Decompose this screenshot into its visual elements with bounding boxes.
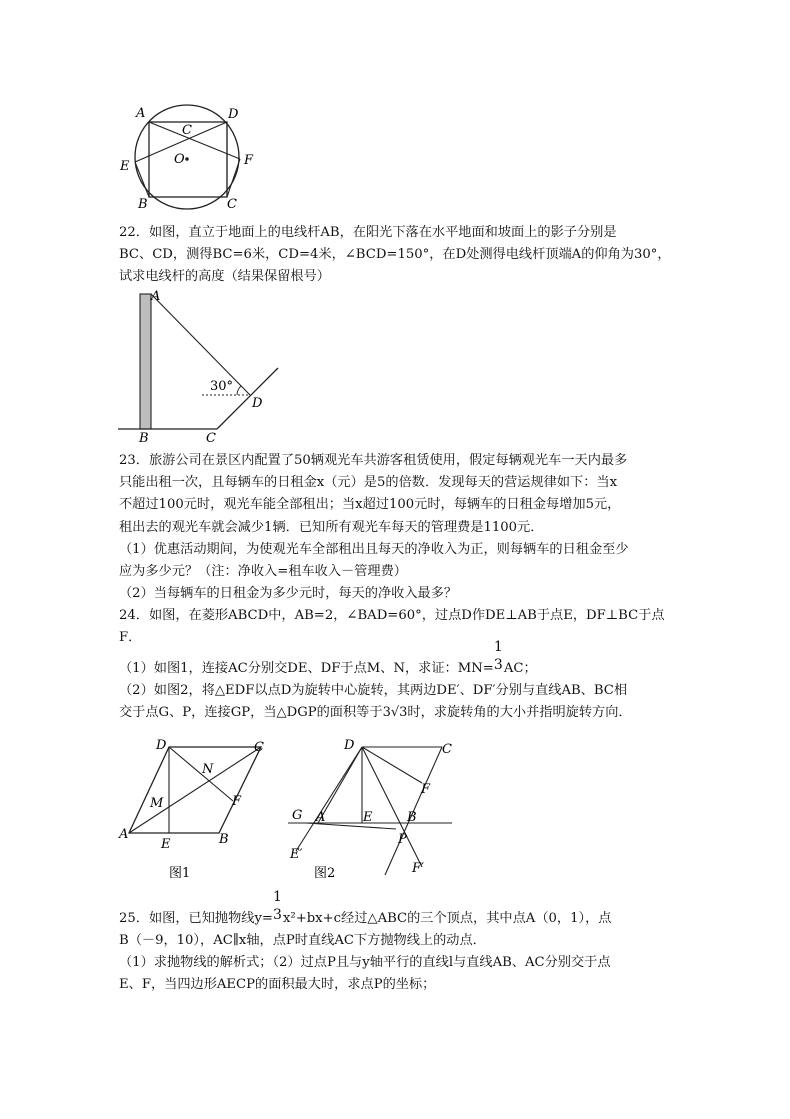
q22-sun-ray: [151, 294, 250, 395]
q23-line-3: 不超过100元时，观光车能全部租出；当x超过100元时，每辆车的日租金每增加5元，: [119, 497, 621, 513]
fig21-circle: [135, 105, 239, 209]
fig2-label-F: F: [421, 782, 431, 797]
q25-frac-den: 3: [272, 907, 282, 923]
q24-text: [119, 605, 679, 649]
fig21-circle-diagram: [116, 104, 266, 210]
q25-fraction: [272, 889, 283, 923]
q24-part2-line1: （2）如图2，将△EDF以点D为旋转中心旋转，其两边DE′、DF′分别与直线AB、BC相: [119, 683, 628, 698]
q25-line1-post: x²+bx+c经过△ABC的三个顶点，其中点A（0，1），点: [282, 911, 612, 926]
fig21-center-dot: [185, 157, 189, 161]
q24-frac-den: 3: [493, 657, 503, 673]
fig21-label-D: D: [228, 107, 239, 122]
q24-frac-num: 1: [493, 639, 503, 655]
q22-text: [119, 222, 679, 289]
q24-line-2: F．: [119, 630, 142, 646]
fig21-label-E: E: [120, 159, 130, 174]
q24-fraction: [493, 639, 504, 673]
fig21-line-EB: [135, 162, 149, 197]
q22-line-2: BC、CD，测得BC=6米，CD=4米，∠BCD=150°，在D处测得电线杆顶端A的仰角为30°，: [119, 247, 671, 263]
fig21-label-C-inner: C: [182, 123, 192, 138]
q22-pole-diagram: [118, 288, 288, 444]
q24-figure-1: [116, 735, 276, 885]
q22-pole: [140, 294, 151, 429]
fig21-label-O: O: [174, 152, 185, 167]
fig2-caption: 图2: [314, 866, 336, 881]
fig1-line-DF: [169, 747, 233, 801]
q24-coef: 3: [382, 705, 391, 720]
fig2-label-F-prime: F′: [412, 861, 424, 876]
q24-sqrt: √3: [390, 705, 408, 720]
fig2-label-E-prime: E′: [290, 847, 303, 862]
fig1-label-C: C: [254, 740, 264, 755]
fig21-line-FC: [227, 159, 240, 197]
fig2-label-C: C: [442, 742, 452, 757]
q22-label-A: A: [151, 289, 161, 304]
q25-line-3: （1）求抛物线的解析式；（2）过点P且与y轴平行的直线l与直线AB、AC分别交于点: [119, 955, 611, 971]
fig1-label-F: F: [232, 794, 242, 809]
fig1-label-E: E: [161, 837, 171, 852]
q24-part2-line2: [119, 702, 679, 724]
q22-line-3: 试求电线杆的高度（结果保留根号）: [119, 269, 330, 285]
q25-line-4: E、F，当四边形AECP的面积最大时，求点P的坐标；: [119, 977, 436, 993]
q23-line-7: （2）当每辆车的日租金为多少元时，每天的净收入最多？: [119, 586, 458, 602]
q25-rest: [119, 930, 679, 997]
q23-line-6: 应为多少元？（注：净收入=租车收入－管理费）: [119, 564, 407, 580]
q24-part1-post: AC；: [503, 661, 537, 676]
fig21-label-C-bottom: C: [227, 197, 237, 210]
fig21-label-A: A: [136, 106, 146, 121]
fig21-label-F: F: [244, 153, 254, 168]
q24-line-1: 24．如图，在菱形ABCD中，AB=2，∠BAD=60°，过点D作DE⊥AB于点E，DF⊥BC于点: [119, 608, 665, 623]
q24-part1-pre: （1）如图1，连接AC分别交DE、DF于点M、N，求证：MN=: [119, 661, 494, 676]
q22-label-D: D: [252, 396, 263, 411]
q23-line-2: 只能出租一次，且每辆车的日租金x（元）是5的倍数．发现每天的营运规律如下：当x: [119, 475, 618, 491]
fig1-caption: 图1: [169, 866, 191, 881]
fig1-label-D: D: [156, 738, 167, 753]
fig1-label-M: M: [150, 796, 164, 811]
fig1-label-N: N: [202, 762, 214, 777]
fig2-label-A: A: [316, 810, 326, 825]
q22-angle-arc: [237, 386, 241, 395]
q25-frac-num: 1: [272, 889, 282, 905]
fig1-label-A: A: [119, 827, 129, 842]
q24-part1: [119, 639, 679, 680]
q23-text: [119, 450, 679, 605]
q22-label-B: B: [139, 431, 149, 444]
q22-line-1: 22．如图，直立于地面上的电线杆AB，在阳光下落在水平地面和坡面上的影子分别是: [119, 225, 617, 240]
q23-line-4: 租出去的观光车就会减少1辆．已知所有观光车每天的管理费是1100元．: [119, 519, 544, 535]
q22-label-30deg: 30°: [210, 379, 234, 394]
q24-part2-post: 时，求旋转角的大小并指明旋转方向．: [407, 705, 632, 720]
q23-line-5: （1）优惠活动期间，为使观光车全部租出且每天的净收入为正，则每辆车的日租金至少: [119, 541, 629, 557]
q25-line-2: B（－9，10），AC∥x轴，点P时直线AC下方抛物线上的动点．: [119, 933, 486, 948]
fig2-label-D: D: [344, 738, 355, 753]
fig2-label-B: B: [407, 810, 417, 825]
q25-line-1: [119, 889, 679, 930]
fig2-label-G: G: [292, 808, 303, 823]
q22-slope: [217, 368, 278, 429]
fig2-label-P: P: [398, 832, 407, 847]
fig21-label-B: B: [138, 197, 148, 210]
q24-figure-2: [284, 735, 460, 885]
q22-label-C: C: [206, 431, 216, 444]
q25-line1-pre: 25．如图，已知抛物线y=: [119, 911, 273, 926]
q23-line-1: 23．旅游公司在景区内配置了50辆观光车共游客租赁使用，假定每辆观光车一天内最多: [119, 453, 628, 468]
fig2-line-DE-prime: [296, 747, 362, 851]
q24-part2-pre: 交于点G、P，连接GP，当△DGP的面积等于: [119, 705, 383, 720]
fig1-label-B: B: [219, 832, 229, 847]
fig2-label-E: E: [363, 810, 373, 825]
